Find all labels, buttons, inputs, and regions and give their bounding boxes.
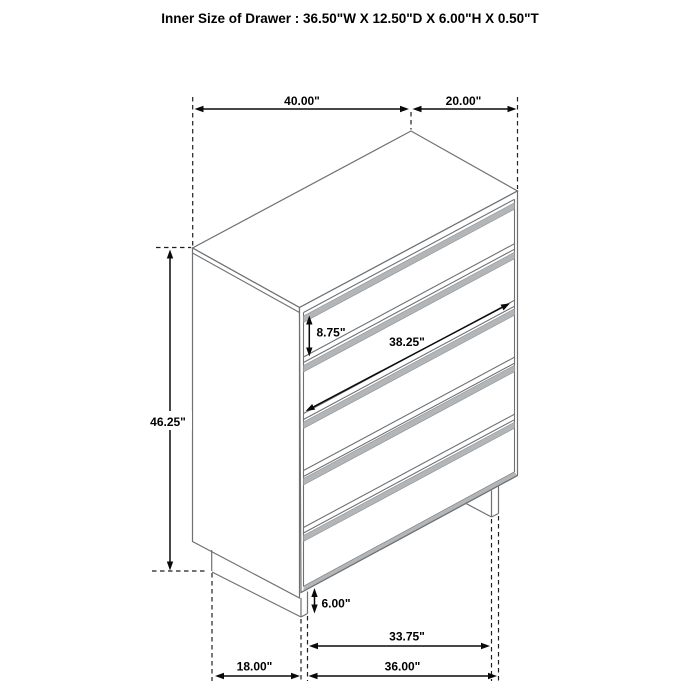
arrowhead (167, 250, 173, 259)
dimension-top-width (195, 94, 410, 112)
dimension-label-base-depth: 18.00" (236, 659, 273, 674)
dimension-base-width (309, 660, 498, 680)
dimension-leg-height (311, 588, 350, 614)
dimension-base-depth (215, 660, 300, 680)
dimension-top-depth (413, 94, 517, 112)
arrowhead (481, 643, 490, 649)
arrowhead (215, 673, 224, 679)
arrowhead (291, 673, 300, 679)
diagram-title: Inner Size of Drawer : 36.50"W X 12.50"D X 6.00"H X 0.50"T (161, 11, 539, 26)
arrowhead (508, 106, 517, 112)
arrowhead (195, 106, 204, 112)
dimension-label-base-width: 36.00" (384, 659, 421, 674)
arrowhead (488, 673, 497, 679)
dimension-label-leg-height: 6.00" (321, 596, 351, 611)
arrowhead (311, 605, 317, 614)
dimension-label-leg-span-width: 33.75" (389, 629, 425, 644)
cabinet-drawing (193, 131, 518, 617)
cabinet-side-panel (193, 248, 300, 598)
arrowhead (309, 673, 318, 679)
dimension-label-top-depth: 20.00" (445, 94, 482, 108)
dimension-label-drawer-face-height: 8.75" (316, 325, 346, 340)
front-leg (301, 592, 308, 618)
dimension-label-top-width: 40.00" (284, 94, 320, 108)
arrowhead (311, 588, 317, 597)
arrowhead (309, 643, 318, 649)
dimension-leg-span-width (309, 630, 490, 650)
arrowhead (400, 106, 409, 112)
dimension-overall-height (144, 250, 192, 571)
dimension-label-drawer-width: 38.25" (389, 335, 425, 349)
dimension-label-overall-height: 46.25" (150, 415, 186, 429)
arrowhead (413, 106, 422, 112)
arrowhead (167, 562, 173, 571)
